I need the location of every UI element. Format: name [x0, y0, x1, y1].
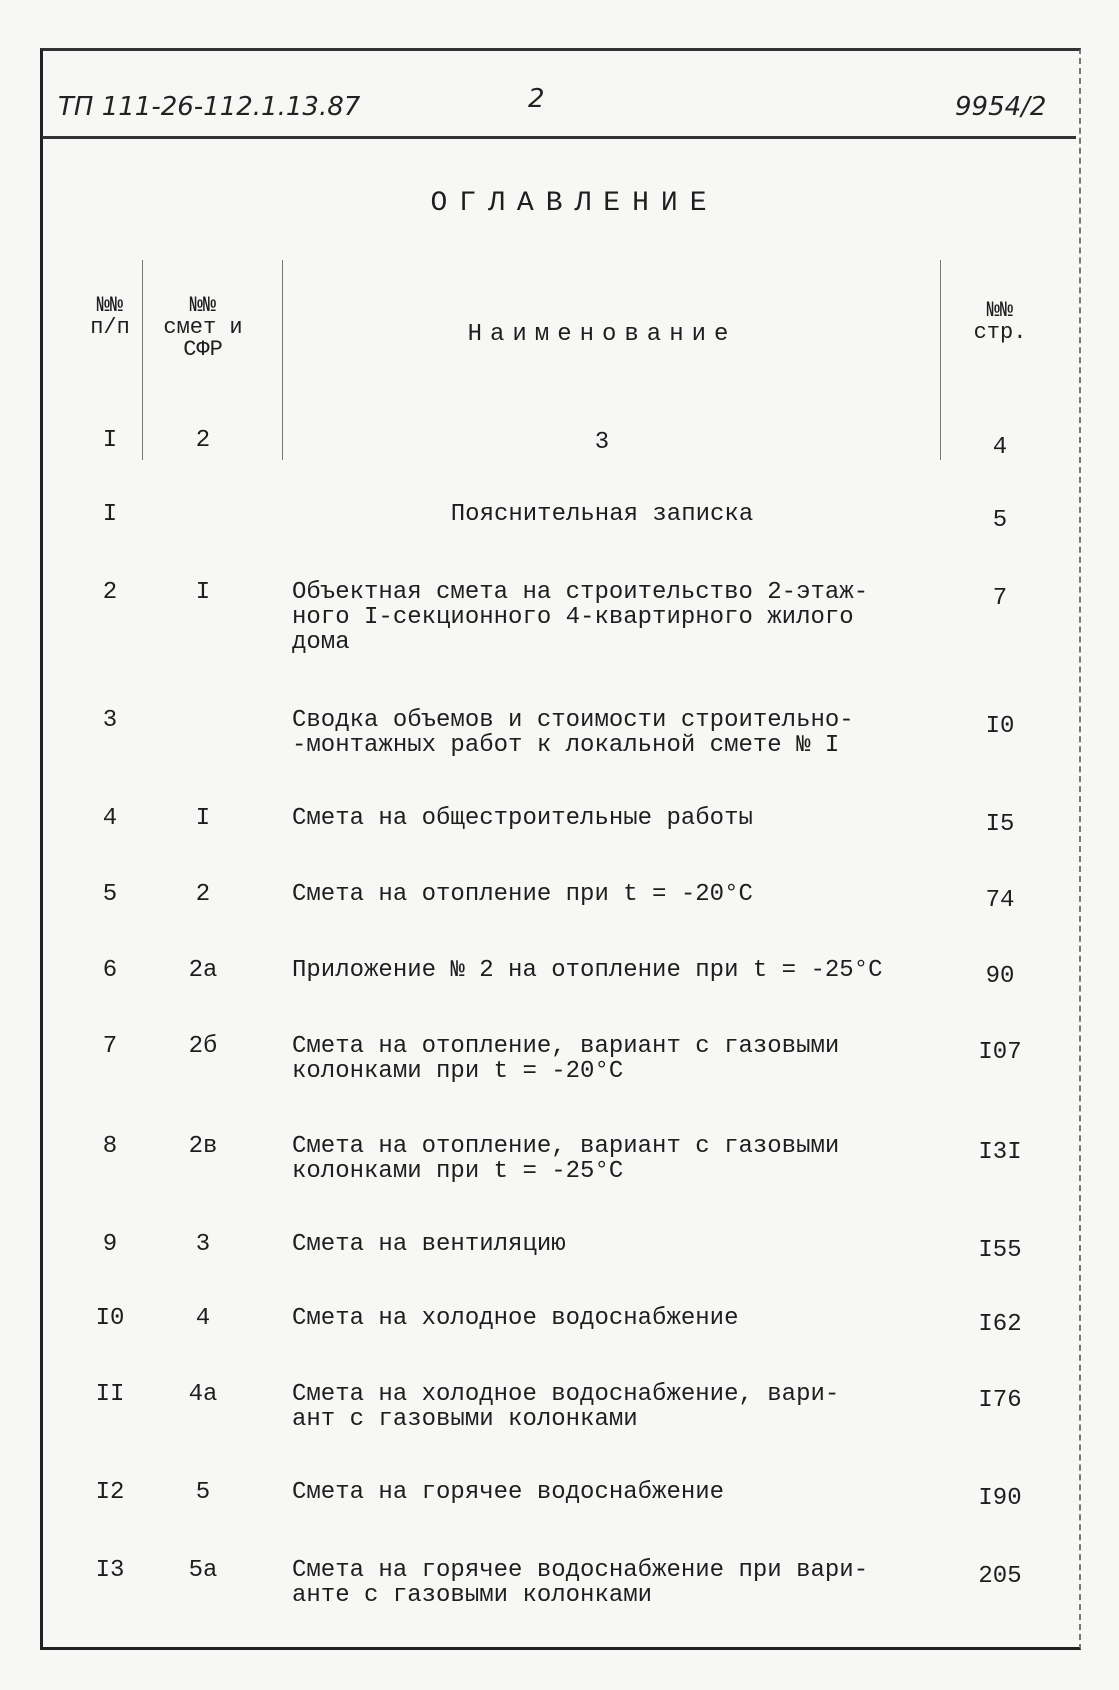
row-smeta-number: 2в	[188, 1133, 218, 1160]
header-no: №№ п/п	[90, 293, 130, 340]
column-divider	[142, 260, 143, 460]
row-page: I76	[978, 1387, 1022, 1414]
page-number: 2	[528, 84, 545, 114]
row-smeta-number: 2б	[188, 1033, 218, 1060]
row-page: 5	[992, 507, 1008, 534]
row-number: I	[102, 501, 118, 528]
header-page: №№ стр.	[973, 298, 1027, 345]
header-smeta: №№ смет и СФР	[163, 293, 243, 362]
row-number: 8	[102, 1133, 118, 1160]
row-smeta-number: 5	[195, 1479, 211, 1506]
row-smeta-number: 5а	[188, 1557, 218, 1584]
row-page: 7	[992, 585, 1008, 612]
row-number: II	[95, 1381, 125, 1408]
row-title: Смета на общестроительные работы	[292, 805, 753, 832]
row-smeta-number: 2	[195, 881, 211, 908]
row-title: Смета на холодное водоснабжение, вари- ант с газовыми колонками	[292, 1381, 840, 1433]
header-rule	[42, 136, 1076, 139]
row-title: Пояснительная записка	[450, 501, 754, 528]
colnum-page: 4	[992, 434, 1008, 461]
row-smeta-number: 2а	[188, 957, 218, 984]
row-title: Смета на вентиляцию	[292, 1231, 566, 1258]
page-title: ОГЛАВЛЕНИЕ	[430, 188, 719, 219]
row-number: I2	[95, 1479, 125, 1506]
row-page: I3I	[978, 1139, 1022, 1166]
row-smeta-number: 3	[195, 1231, 211, 1258]
row-page: 90	[985, 963, 1015, 990]
column-divider	[940, 260, 941, 460]
row-title: Смета на отопление, вариант с газовыми колонками при t = -25°C	[292, 1133, 840, 1185]
row-title: Смета на отопление при t = -20°C	[292, 881, 753, 908]
row-number: 3	[102, 707, 118, 734]
row-title: Смета на отопление, вариант с газовыми колонками при t = -20°C	[292, 1033, 840, 1085]
row-smeta-number: 4а	[188, 1381, 218, 1408]
row-title: Сводка объемов и стоимости строительно- -монтажных работ к локальной смете № I	[292, 707, 854, 759]
row-page: I62	[978, 1311, 1022, 1338]
inventory-number: 9954/2	[955, 92, 1047, 122]
colnum-no: I	[102, 427, 118, 454]
row-title: Смета на холодное водоснабжение	[292, 1305, 739, 1332]
row-number: 4	[102, 805, 118, 832]
row-number: 9	[102, 1231, 118, 1258]
row-number: 5	[102, 881, 118, 908]
colnum-smeta: 2	[195, 427, 211, 454]
document-code: ТП 111-26-112.1.13.87	[58, 92, 361, 122]
row-page: I07	[978, 1039, 1022, 1066]
row-page: I90	[978, 1485, 1022, 1512]
row-title: Смета на горячее водоснабжение	[292, 1479, 725, 1506]
row-page: 205	[978, 1563, 1022, 1590]
row-smeta-number: I	[195, 805, 211, 832]
row-title: Объектная смета на строительство 2-этаж- ного I-секционного 4-квартирного жилого дома	[292, 579, 869, 656]
row-smeta-number: I	[195, 579, 211, 606]
row-page: I0	[985, 713, 1015, 740]
row-title: Приложение № 2 на отопление при t = -25°C	[292, 957, 883, 984]
column-divider	[282, 260, 283, 460]
row-number: I3	[95, 1557, 125, 1584]
row-smeta-number: 4	[195, 1305, 211, 1332]
header-name: Наименование	[467, 321, 737, 348]
row-page: I55	[978, 1237, 1022, 1264]
row-page: I5	[985, 811, 1015, 838]
row-title: Смета на горячее водоснабжение при вари- анте с газовыми колонками	[292, 1557, 869, 1609]
row-number: 2	[102, 579, 118, 606]
row-page: 74	[985, 887, 1015, 914]
row-number: 6	[102, 957, 118, 984]
colnum-name: 3	[594, 429, 610, 456]
row-number: 7	[102, 1033, 118, 1060]
row-number: I0	[95, 1305, 125, 1332]
